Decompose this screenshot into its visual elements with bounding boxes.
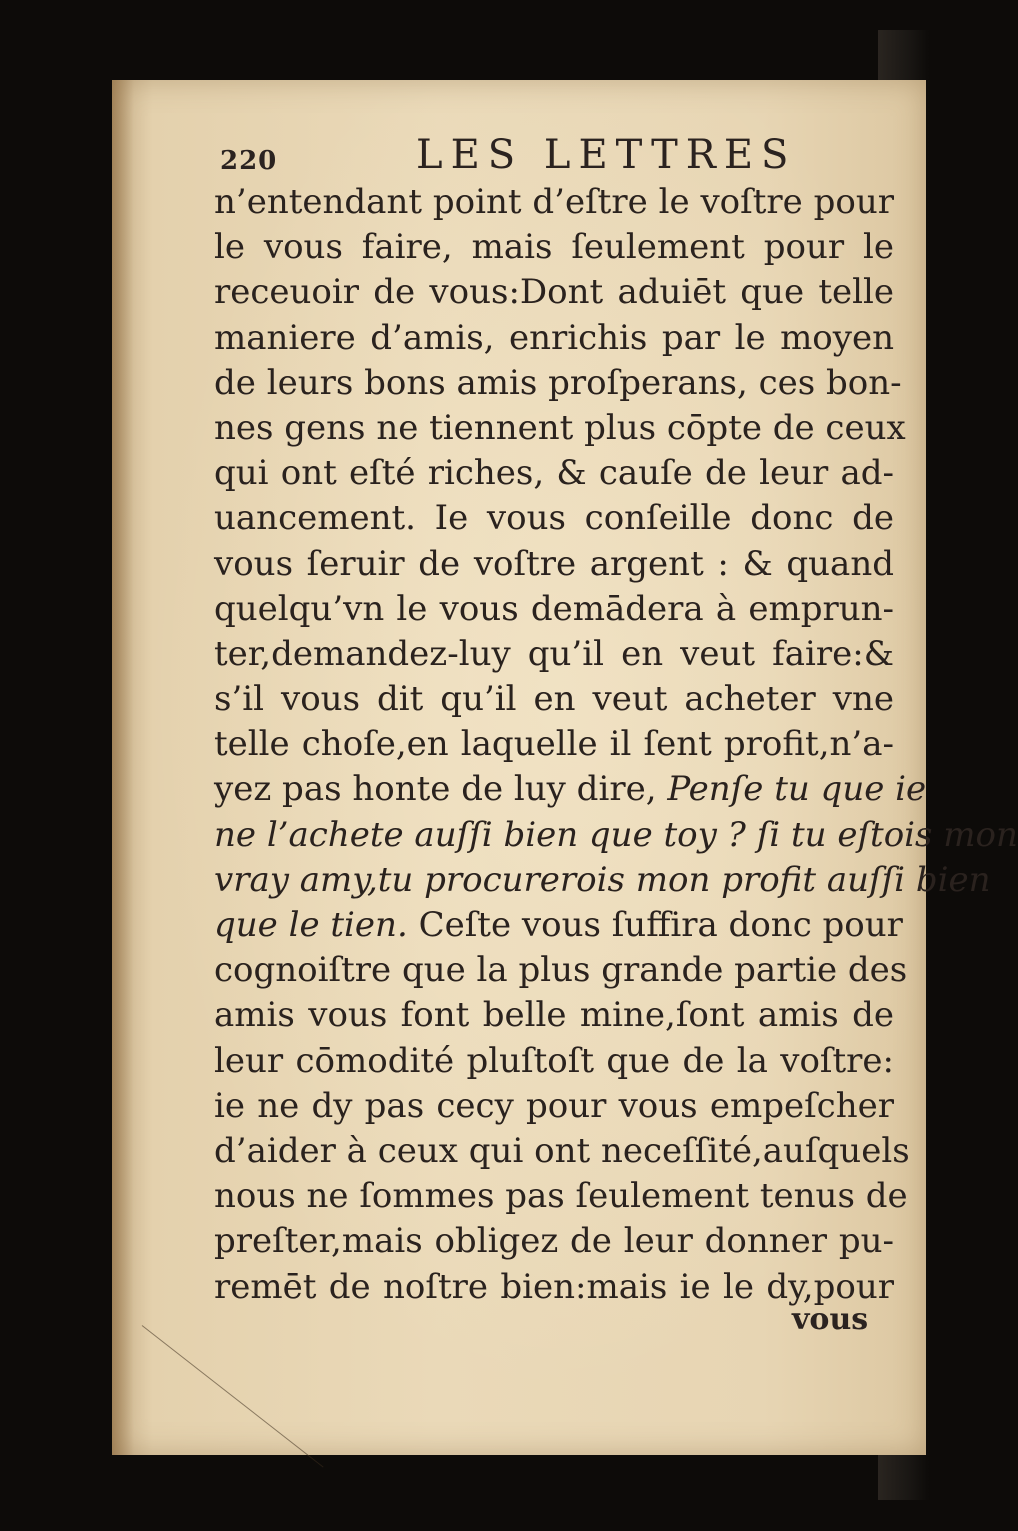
- running-head: [220, 132, 880, 182]
- text-line: [214, 1084, 894, 1129]
- text-line-main: amis vous font belle mine,ſont amis de: [214, 995, 894, 1036]
- text-line-main: yez pas honte de luy dire,: [214, 769, 657, 810]
- text-line-main: ie ne dy pas cecy pour vous empeſcher: [214, 1085, 894, 1126]
- running-title: LES LETTRES: [416, 132, 797, 178]
- text-line: [214, 677, 894, 722]
- text-line-main: remēt de noſtre bien:mais ie le dy,pour: [214, 1266, 894, 1307]
- text-line-italic-tail: Penſe tu que ie: [667, 769, 927, 810]
- text-line-main: que le tien.: [214, 905, 408, 945]
- text-line: [214, 1174, 908, 1219]
- page-number: 220: [220, 146, 278, 176]
- text-line-main: nes gens ne tiennent plus cōpte de ceux: [214, 407, 906, 448]
- text-line-main: quelqu’vn le vous demādera à emprun-: [214, 588, 894, 629]
- page-gutter-shadow: [112, 80, 134, 1455]
- text-line-main: cognoiſtre que la plus grande partie des: [214, 950, 908, 991]
- text-line-main: leur cōmodité pluſtoſt que de la voſtre:: [214, 1040, 894, 1081]
- text-line: [214, 316, 894, 361]
- catchword: vous: [792, 1302, 869, 1337]
- text-line: [214, 722, 894, 767]
- text-line-main: ne l’achete auſſi bien que toy ? ſi tu eſtois mon: [214, 814, 1018, 855]
- text-line-main: de leurs bons amis proſperans, ces bon-: [214, 362, 902, 403]
- text-line: [214, 361, 902, 406]
- text-line-main: nous ne ſommes pas ſeulement tenus de: [214, 1176, 908, 1217]
- text-line: [214, 993, 894, 1038]
- text-line: [214, 1039, 894, 1084]
- text-line-main: n’entendant point d’eſtre le voſtre pour: [214, 182, 894, 222]
- text-line: [214, 858, 991, 903]
- text-line-roman-tail: Ceſte vous ſuffira donc pour: [407, 905, 903, 945]
- text-line-main: vray amy,tu procurerois mon profit auſſi bien: [214, 859, 991, 900]
- text-line-main: maniere d’amis, enrichis par le moyen: [214, 317, 894, 358]
- text-line: [214, 767, 927, 812]
- text-line: [214, 1129, 910, 1174]
- text-line-main: preſter,mais obligez de leur donner pu-: [214, 1221, 894, 1262]
- text-line: [214, 632, 894, 677]
- text-line-main: ter,demandez-luy qu’il en veut faire:&: [214, 633, 894, 674]
- text-line-main: qui ont eſté riches, & cauſe de leur ad-: [214, 453, 894, 494]
- text-line: [214, 813, 1018, 858]
- text-line-main: uancement. Ie vous conſeille donc de: [214, 498, 894, 539]
- text-line: [214, 270, 894, 315]
- text-line: [214, 451, 894, 496]
- text-line: [214, 948, 908, 993]
- book-page: [112, 80, 1018, 1455]
- text-line-main: vous ſeruir de voſtre argent : & quand: [214, 543, 894, 584]
- page-fold-crease: [142, 1325, 324, 1467]
- text-line: [214, 542, 894, 587]
- text-line: [214, 903, 903, 948]
- text-line-main: le vous faire, mais ſeulement pour le: [214, 227, 894, 268]
- text-line-main: receuoir de vous:Dont aduiēt que telle: [214, 272, 894, 313]
- text-line-main: s’il vous dit qu’il en veut acheter vne: [214, 679, 894, 720]
- text-line-main: d’aider à ceux qui ont neceſſité,auſquels: [214, 1130, 910, 1171]
- text-line: [214, 496, 894, 541]
- text-line: [214, 406, 906, 451]
- text-line: [214, 1219, 894, 1264]
- text-line-main: telle choſe,en laquelle il ſent profit,n’a-: [214, 724, 894, 765]
- text-line: [214, 225, 894, 270]
- text-line: [214, 180, 894, 225]
- body-text: [214, 180, 1018, 1310]
- text-line: [214, 587, 894, 632]
